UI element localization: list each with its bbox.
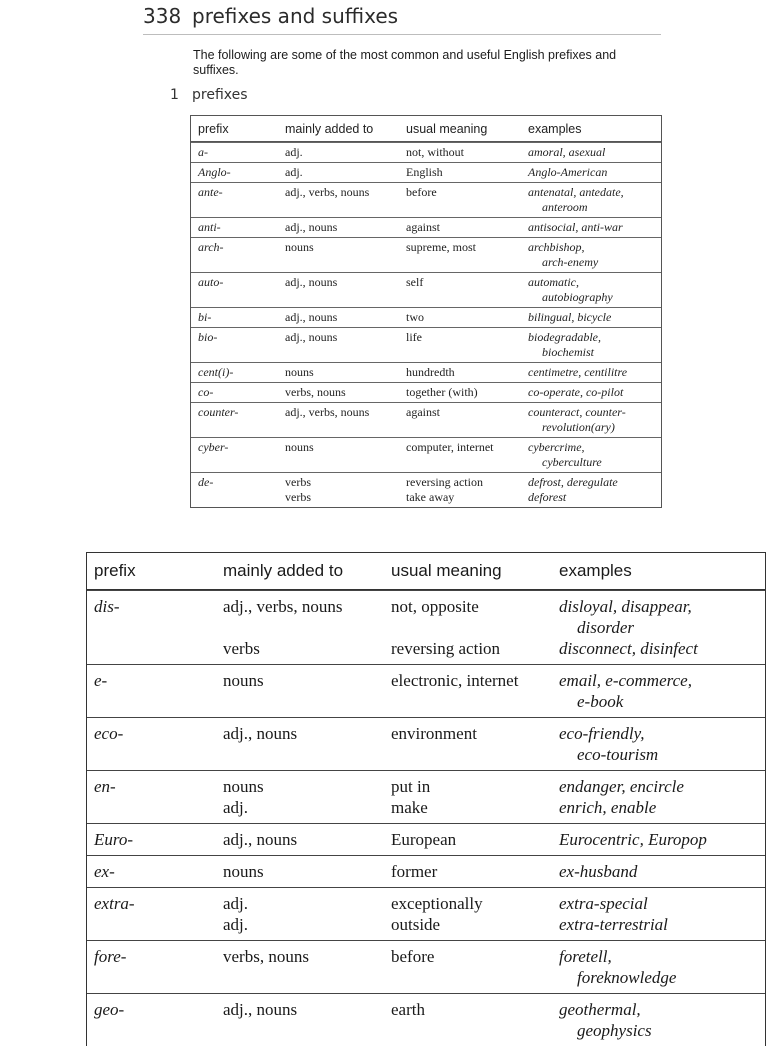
header-added-to: mainly added to: [223, 561, 344, 580]
cell-line: dis-: [94, 597, 120, 616]
cell-meaning: [406, 385, 528, 400]
cell-line: adj.: [285, 145, 303, 159]
table-row: [87, 855, 765, 887]
cell-meaning: [391, 861, 559, 882]
cell-line: nouns: [285, 240, 314, 254]
cell-line: de-: [198, 475, 214, 489]
cell-meaning: [406, 440, 528, 470]
cell-line: extra-terrestrial: [559, 915, 668, 934]
cell-prefix: [87, 670, 223, 712]
cell-line: foreknowledge: [577, 968, 677, 987]
table-row: [87, 993, 765, 1046]
cell-line: adj.: [223, 915, 249, 934]
cell-added-to: [285, 310, 406, 325]
cell-meaning: [406, 220, 528, 235]
cell-line: hundredth: [406, 365, 455, 379]
cell-line: geophysics: [577, 1021, 652, 1040]
cell-line: electronic, internet: [391, 671, 519, 690]
cell-prefix: [191, 185, 285, 215]
cell-line: antenatal, antedate,: [528, 185, 624, 199]
prefix-table-bottom: [86, 552, 766, 1046]
cell-prefix: [87, 893, 223, 935]
cell-line: verbs: [223, 639, 260, 658]
cell-line: adj.: [223, 798, 249, 817]
cell-prefix: [87, 946, 223, 988]
cell-line: cent(i)-: [198, 365, 234, 379]
book-page-bottom: [30, 545, 768, 1040]
cell-line: self: [406, 275, 424, 289]
cell-line: before: [391, 947, 435, 966]
table-row: [87, 940, 765, 993]
cell-added-to: [285, 185, 406, 215]
table-row: [87, 770, 765, 823]
cell-examples: [559, 999, 765, 1041]
cell-line: adj., nouns: [223, 724, 298, 743]
cell-line: together (with): [406, 385, 478, 399]
cell-line: geo-: [94, 1000, 125, 1019]
cell-meaning: [406, 310, 528, 325]
cell-line: adj., verbs, nouns: [285, 405, 370, 419]
cell-line: adj., nouns: [285, 330, 338, 344]
cell-added-to: [223, 893, 391, 935]
cell-meaning: [406, 365, 528, 380]
cell-added-to: [285, 440, 406, 470]
table-row: [191, 472, 661, 507]
cell-line: endanger, encircle: [559, 777, 684, 796]
cell-added-to: [285, 165, 406, 180]
cell-line: against: [406, 405, 440, 419]
table-row: [191, 182, 661, 217]
cell-line: verbs: [285, 475, 311, 489]
cell-prefix: [191, 165, 285, 180]
cell-line: take away: [406, 490, 455, 504]
cell-line: cyber-: [198, 440, 229, 454]
cell-line: counter-: [198, 405, 239, 419]
cell-added-to: [285, 220, 406, 235]
cell-line: [223, 617, 391, 638]
table-header: [87, 553, 765, 590]
cell-examples: [528, 240, 661, 270]
cell-line: arch-: [198, 240, 224, 254]
cell-examples: [559, 829, 765, 850]
cell-added-to: [223, 776, 391, 818]
cell-added-to: [285, 405, 406, 435]
cell-meaning: [391, 670, 559, 712]
cell-line: auto-: [198, 275, 224, 289]
cell-line: adj., nouns: [223, 830, 298, 849]
cell-examples: [559, 723, 765, 765]
cell-meaning: [406, 405, 528, 435]
cell-line: Anglo-: [198, 165, 231, 179]
cell-line: bi-: [198, 310, 212, 324]
cell-added-to: [223, 723, 391, 765]
cell-line: verbs, nouns: [223, 947, 309, 966]
table-row: [191, 272, 661, 307]
cell-line: verbs: [285, 490, 311, 504]
cell-line: ex-husband: [559, 862, 638, 881]
cell-examples: [528, 185, 661, 215]
cell-examples: [528, 385, 661, 400]
cell-line: anti-: [198, 220, 221, 234]
cell-line: bilingual, bicycle: [528, 310, 612, 324]
cell-line: automatic,: [528, 275, 579, 289]
cell-line: cybercrime,: [528, 440, 585, 454]
cell-prefix: [87, 861, 223, 882]
cell-added-to: [285, 240, 406, 270]
cell-prefix: [191, 310, 285, 325]
cell-added-to: [285, 330, 406, 360]
cell-meaning: [391, 723, 559, 765]
cell-examples: [528, 220, 661, 235]
cell-examples: [528, 330, 661, 360]
cell-added-to: [285, 275, 406, 305]
cell-prefix: [191, 405, 285, 435]
cell-added-to: [223, 829, 391, 850]
cell-meaning: [391, 999, 559, 1041]
cell-line: biodegradable,: [528, 330, 601, 344]
cell-examples: [528, 365, 661, 380]
cell-examples: [559, 861, 765, 882]
cell-added-to: [223, 999, 391, 1041]
cell-line: adj., nouns: [223, 1000, 298, 1019]
page-title: prefixes and suffixes: [192, 4, 399, 28]
table-row: [87, 590, 765, 664]
cell-prefix: [87, 596, 223, 659]
cell-prefix: [191, 365, 285, 380]
cell-line: adj., nouns: [285, 220, 338, 234]
table-row: [191, 217, 661, 237]
table-row: [87, 664, 765, 717]
cell-prefix: [191, 330, 285, 360]
cell-line: autobiography: [542, 290, 613, 304]
cell-line: reversing action: [391, 639, 501, 658]
cell-line: exceptionally: [391, 894, 483, 913]
cell-line: fore-: [94, 947, 127, 966]
cell-line: not, without: [406, 145, 465, 159]
cell-prefix: [191, 145, 285, 160]
table-row: [191, 382, 661, 402]
intro-text: The following are some of the most common and useful English prefixes and suffixes.: [193, 48, 617, 77]
cell-line: antisocial, anti-war: [528, 220, 623, 234]
cell-meaning: [391, 946, 559, 988]
cell-line: life: [406, 330, 422, 344]
table-row: [191, 402, 661, 437]
cell-examples: [528, 275, 661, 305]
table-row: [191, 142, 661, 162]
header-added-to: mainly added to: [285, 121, 374, 136]
cell-line: centimetre, centilitre: [528, 365, 628, 379]
cell-line: arch-enemy: [542, 255, 599, 269]
cell-line: eco-friendly,: [559, 724, 645, 743]
cell-meaning: [391, 776, 559, 818]
cell-line: disorder: [577, 618, 634, 637]
prefix-table-top: [190, 115, 662, 508]
header-examples: examples: [528, 121, 582, 136]
table-row: [191, 362, 661, 382]
cell-meaning: [391, 829, 559, 850]
header-examples: examples: [559, 561, 632, 580]
cell-line: [391, 617, 559, 638]
cell-examples: [528, 440, 661, 470]
cell-added-to: [285, 365, 406, 380]
cell-line: defrost, deregulate: [528, 475, 618, 489]
cell-examples: [559, 596, 765, 659]
cell-prefix: [87, 776, 223, 818]
cell-examples: [528, 165, 661, 180]
cell-meaning: [406, 275, 528, 305]
cell-meaning: [406, 475, 528, 505]
cell-line: earth: [391, 1000, 425, 1019]
cell-added-to: [223, 946, 391, 988]
cell-line: archbishop,: [528, 240, 585, 254]
cell-line: English: [406, 165, 443, 179]
section-title: prefixes: [192, 87, 248, 103]
cell-line: foretell,: [559, 947, 612, 966]
cell-line: co-operate, co-pilot: [528, 385, 624, 399]
table-row: [191, 437, 661, 472]
cell-line: two: [406, 310, 424, 324]
cell-line: eco-tourism: [577, 745, 659, 764]
cell-meaning: [391, 893, 559, 935]
section-number: 1: [170, 87, 179, 103]
cell-examples: [528, 310, 661, 325]
cell-line: enrich, enable: [559, 798, 657, 817]
table-row: [191, 237, 661, 272]
cell-line: adj., verbs, nouns: [285, 185, 370, 199]
table-row: [87, 887, 765, 940]
cell-line: Eurocentric, Europop: [559, 830, 707, 849]
cell-line: e-book: [577, 692, 624, 711]
cell-line: supreme, most: [406, 240, 476, 254]
table-header: [191, 116, 661, 142]
cell-examples: [559, 946, 765, 988]
cell-line: deforest: [528, 490, 567, 504]
table-row: [87, 717, 765, 770]
cell-meaning: [406, 145, 528, 160]
cell-line: ante-: [198, 185, 223, 199]
cell-prefix: [87, 723, 223, 765]
cell-line: email, e-commerce,: [559, 671, 692, 690]
title-rule: [143, 34, 661, 35]
cell-line: former: [391, 862, 438, 881]
cell-examples: [559, 776, 765, 818]
cell-prefix: [191, 240, 285, 270]
header-prefix: prefix: [94, 561, 136, 580]
cell-line: extra-special: [559, 894, 648, 913]
cell-line: adj., nouns: [285, 275, 338, 289]
cell-line: nouns: [285, 440, 314, 454]
cell-line: adj.: [285, 165, 303, 179]
cell-examples: [559, 893, 765, 935]
cell-prefix: [191, 475, 285, 505]
cell-meaning: [406, 185, 528, 215]
cell-examples: [528, 145, 661, 160]
cell-line: extra-: [94, 894, 135, 913]
cell-line: a-: [198, 145, 208, 159]
cell-line: against: [406, 220, 440, 234]
cell-line: European: [391, 830, 457, 849]
page-number: 338: [143, 4, 182, 28]
cell-line: geothermal,: [559, 1000, 641, 1019]
cell-line: computer, internet: [406, 440, 494, 454]
cell-line: Euro-: [94, 830, 134, 849]
cell-added-to: [223, 861, 391, 882]
cell-line: disconnect, disinfect: [559, 639, 698, 658]
cell-prefix: [87, 999, 223, 1041]
cell-line: amoral, asexual: [528, 145, 606, 159]
cell-line: nouns: [223, 777, 264, 796]
table-row: [191, 327, 661, 362]
cell-examples: [559, 670, 765, 712]
cell-added-to: [285, 475, 406, 505]
cell-meaning: [391, 596, 559, 659]
table-row: [191, 307, 661, 327]
cell-line: not, opposite: [391, 597, 479, 616]
cell-prefix: [191, 385, 285, 400]
cell-prefix: [191, 275, 285, 305]
cell-line: reversing action: [406, 475, 483, 489]
cell-added-to: [223, 596, 391, 659]
cell-line: ex-: [94, 862, 115, 881]
cell-line: eco-: [94, 724, 124, 743]
cell-line: adj., verbs, nouns: [223, 597, 343, 616]
cell-line: cyberculture: [542, 455, 602, 469]
cell-line: verbs, nouns: [285, 385, 346, 399]
cell-examples: [528, 475, 661, 505]
cell-line: revolution(ary): [542, 420, 615, 434]
cell-prefix: [191, 220, 285, 235]
cell-meaning: [406, 240, 528, 270]
header-meaning: usual meaning: [391, 561, 502, 580]
cell-prefix: [87, 829, 223, 850]
cell-line: e-: [94, 671, 108, 690]
cell-line: anteroom: [542, 200, 588, 214]
cell-line: outside: [391, 915, 441, 934]
cell-meaning: [406, 165, 528, 180]
cell-line: put in: [391, 777, 431, 796]
cell-line: disloyal, disappear,: [559, 597, 692, 616]
cell-line: counteract, counter-: [528, 405, 626, 419]
header-prefix: prefix: [198, 121, 229, 136]
cell-added-to: [223, 670, 391, 712]
header-meaning: usual meaning: [406, 121, 488, 136]
cell-meaning: [406, 330, 528, 360]
cell-examples: [528, 405, 661, 435]
cell-line: Anglo-American: [528, 165, 608, 179]
cell-prefix: [191, 440, 285, 470]
cell-line: bio-: [198, 330, 218, 344]
cell-line: nouns: [223, 862, 264, 881]
cell-line: biochemist: [542, 345, 594, 359]
cell-added-to: [285, 145, 406, 160]
table-row: [87, 823, 765, 855]
table-row: [191, 162, 661, 182]
cell-line: nouns: [223, 671, 264, 690]
cell-line: en-: [94, 777, 116, 796]
cell-line: adj.: [223, 894, 249, 913]
cell-line: before: [406, 185, 437, 199]
cell-line: nouns: [285, 365, 314, 379]
cell-line: environment: [391, 724, 477, 743]
cell-added-to: [285, 385, 406, 400]
cell-line: make: [391, 798, 428, 817]
cell-line: co-: [198, 385, 214, 399]
cell-line: adj., nouns: [285, 310, 338, 324]
